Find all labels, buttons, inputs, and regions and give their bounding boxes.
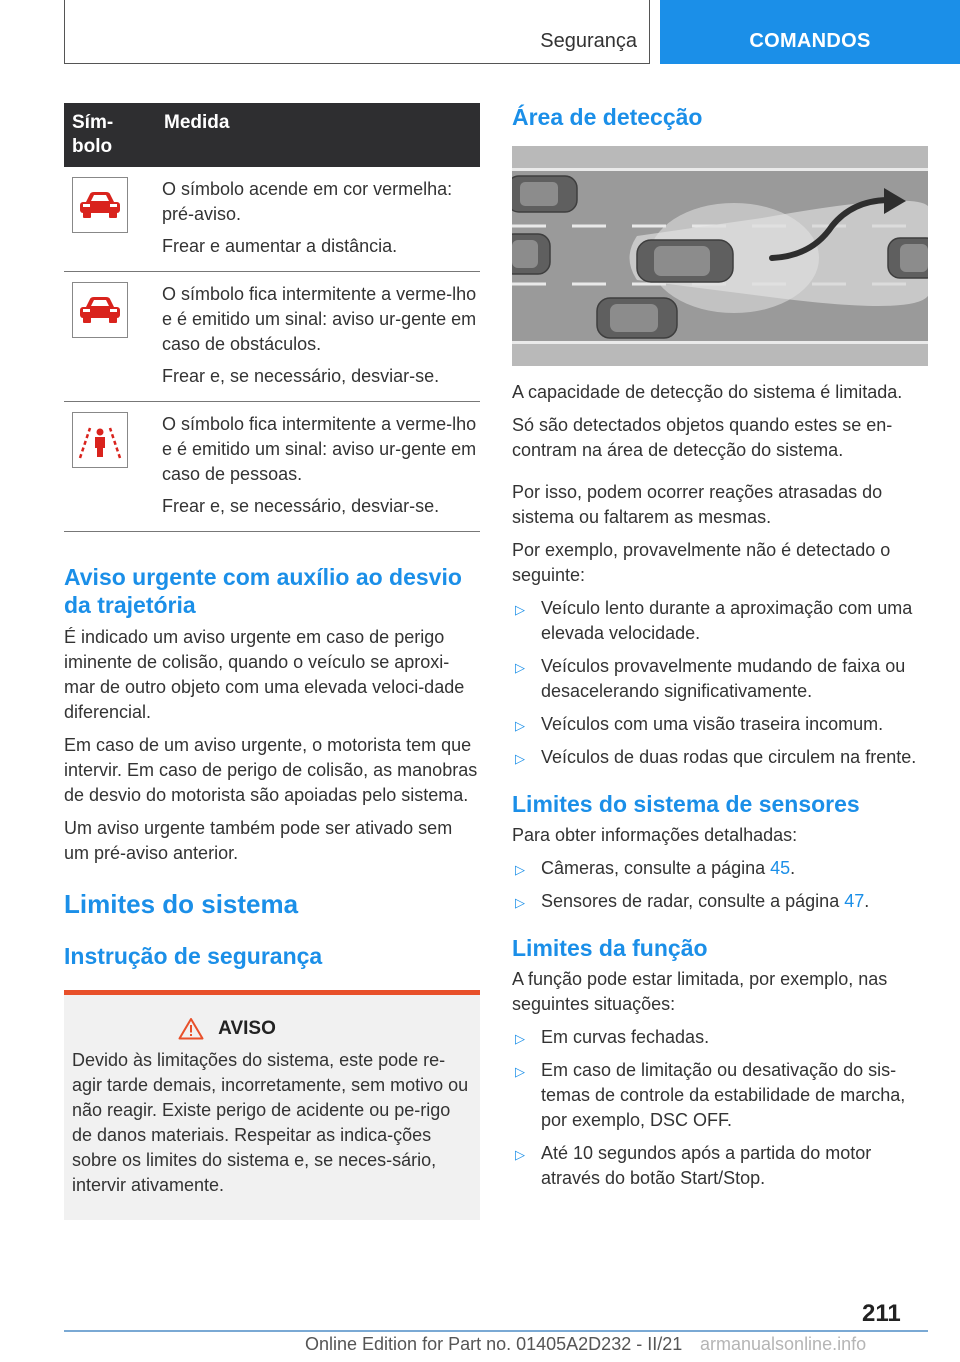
list-item: ▷ Em curvas fechadas. (512, 1025, 928, 1050)
symbol-table (64, 103, 480, 532)
row-text: Frear e, se necessário, desviar-se. (162, 496, 440, 516)
col-header-action: Medida (156, 103, 480, 167)
bullet-triangle-icon: ▷ (515, 718, 525, 733)
list-item: ▷ Veículo lento durante a aproximação com uma elevada velocidade. (515, 598, 913, 643)
left-column (64, 103, 480, 1220)
bullet-triangle-icon: ▷ (515, 1031, 525, 1046)
sensor-intro: Para obter informações detalhadas: (512, 825, 798, 845)
watermark: armanualsonline.info (700, 1334, 867, 1354)
bullet-triangle-icon: ▷ (515, 602, 525, 617)
warning-text: Devido às limitações do sistema, este pode re-agir tarde demais, incorretamente, sem motivo ou não reagir. Existe perigo de acidente ou pe-rigo de danos materiais. Respeitar as indica-ções sobre os limites do sistema e, se neces-sário, intervir ativamente. (72, 1050, 469, 1195)
evasive-aid-heading: Aviso urgente com auxílio ao desvio da trajetória (64, 564, 462, 618)
list-item: ▷ Sensores de radar, consulte a página 47. (512, 889, 928, 914)
detection-paragraph: Por isso, podem ocorrer reações atrasadas do sistema ou faltarem as mesmas. (512, 482, 883, 527)
safety-note-heading: Instrução de segurança (64, 943, 323, 969)
list-item: ▷ Câmeras, consulte a página 45. (512, 856, 928, 881)
page-number: 211 (862, 1300, 901, 1327)
header-section-tab (64, 0, 650, 64)
table-row (64, 167, 480, 272)
list-item: ▷ Em caso de limitação ou desativação do sis-temas de controle da estabilidade de marcha, por exemplo, DSC OFF. (515, 1060, 906, 1130)
detection-area-illustration (512, 146, 928, 366)
table-row (64, 272, 480, 402)
pedestrian-warning-icon (72, 412, 128, 468)
evasive-aid-paragraph: É indicado um aviso urgente em caso de perigo iminente de colisão, quando o veículo se aproxi-mar de outro objeto com uma elevada veloci-dade diferencial. (64, 627, 465, 722)
row-text: O símbolo fica intermitente a verme-lho e é emitido um sinal: aviso ur-gente em caso de obstáculos. (162, 284, 477, 354)
row-text: O símbolo fica intermitente a verme-lho e é emitido um sinal: aviso ur-gente em caso de pessoas. (162, 414, 477, 484)
system-limits-heading: Limites do sistema (64, 889, 299, 919)
footer-divider (64, 1330, 928, 1332)
col-header-symbol: Sím- bolo (64, 103, 156, 167)
detection-paragraph: Só são detectados objetos quando estes se en-contram na área de detecção do sistema. (512, 415, 893, 460)
edition-info: Online Edition for Part no. 01405A2D232 - II/21 (305, 1334, 683, 1354)
list-item: ▷ Veículos provavelmente mudando de faixa ou desacelerando significativamente. (515, 656, 906, 701)
car-warning-icon (72, 282, 128, 338)
warning-header (72, 1017, 382, 1040)
bullet-triangle-icon: ▷ (515, 862, 525, 877)
bullet-triangle-icon: ▷ (515, 895, 525, 910)
symbol-table-header (64, 103, 480, 167)
table-row (64, 402, 480, 532)
header-chapter-label: COMANDOS (749, 30, 871, 52)
bullet-triangle-icon: ▷ (515, 1147, 525, 1162)
function-intro: A função pode estar limitada, por exemplo, nas seguintes situações: (512, 969, 888, 1014)
warning-triangle-icon (178, 1017, 204, 1040)
warning-box (64, 990, 480, 1220)
list-item: ▷ Até 10 segundos após a partida do motor através do botão Start/Stop. (515, 1143, 872, 1188)
row-text: O símbolo acende em cor vermelha: pré-aviso. (162, 179, 453, 224)
row-text: Frear e aumentar a distância. (162, 236, 398, 256)
detection-paragraph: Por exemplo, provavelmente não é detectado o seguinte: (512, 540, 891, 585)
detection-area-heading: Área de detecção (512, 104, 703, 130)
page-link-cameras[interactable]: 45 (770, 858, 791, 878)
row-text: Frear e, se necessário, desviar-se. (162, 366, 440, 386)
evasive-aid-paragraph: Em caso de um aviso urgente, o motorista tem que intervir. Em caso de perigo de colisão, as manobras de desvio do motorista são apoiadas pelo sistema. (64, 735, 478, 805)
right-column (512, 103, 928, 1199)
car-warning-icon (72, 177, 128, 233)
bullet-triangle-icon: ▷ (515, 1064, 525, 1079)
detection-paragraph: A capacidade de detecção do sistema é limitada. (512, 382, 903, 402)
header-chapter-tab (660, 0, 960, 64)
list-item: ▷ Veículos com uma visão traseira incomum. (512, 712, 928, 737)
header-section-label: Segurança (540, 30, 637, 52)
sensor-limits-heading: Limites do sistema de sensores (512, 791, 860, 817)
list-item: ▷ Veículos de duas rodas que circulem na frente. (512, 745, 928, 770)
page-link-radar[interactable]: 47 (844, 891, 865, 911)
bullet-triangle-icon: ▷ (515, 751, 525, 766)
evasive-aid-paragraph: Um aviso urgente também pode ser ativado sem um pré-aviso anterior. (64, 818, 453, 863)
bullet-triangle-icon: ▷ (515, 660, 525, 675)
warning-title: AVISO (218, 1017, 276, 1039)
function-limits-heading: Limites da função (512, 935, 708, 961)
